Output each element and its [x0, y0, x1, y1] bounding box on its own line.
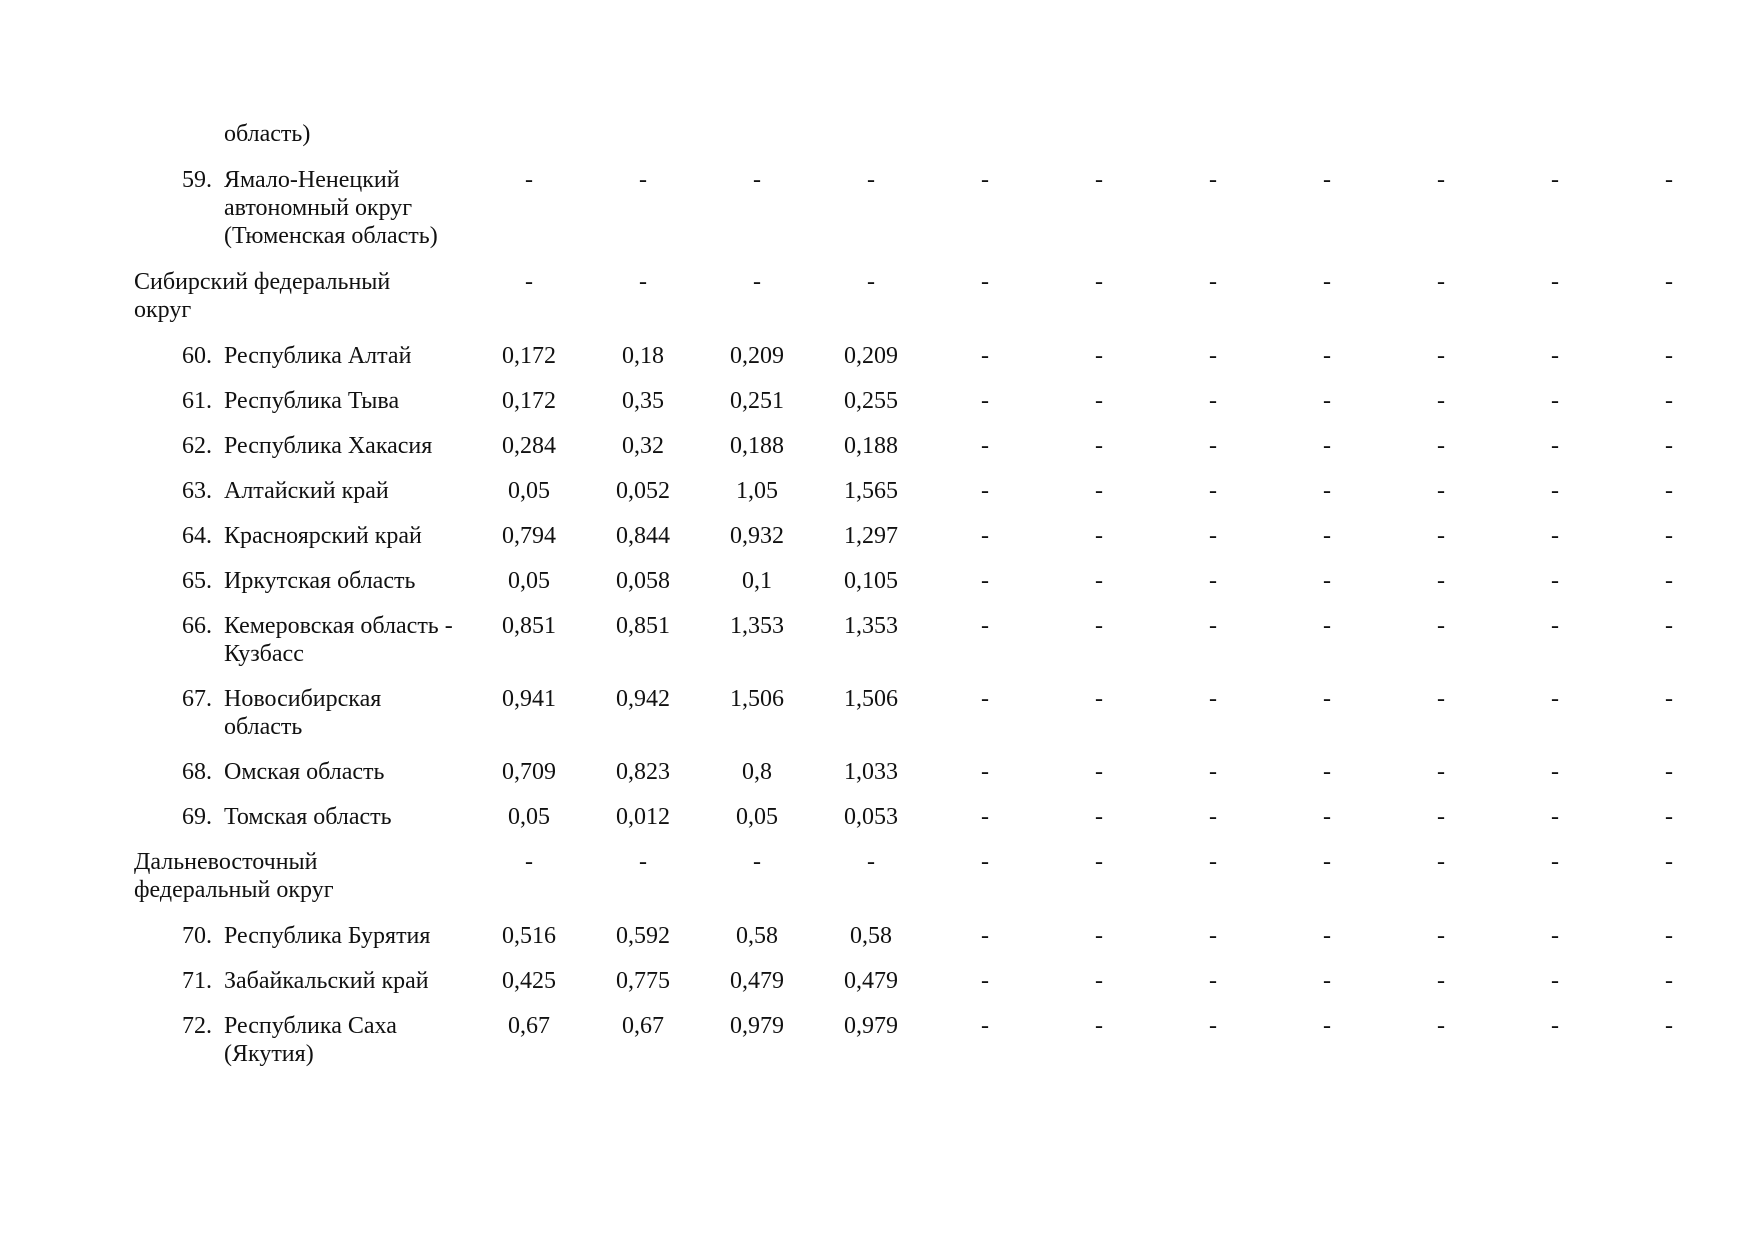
value-cell: - [1665, 433, 1673, 459]
value-cell: - [1323, 269, 1331, 295]
value-cell: - [981, 804, 989, 830]
value-cell: - [1551, 269, 1559, 295]
value-cell: 0,58 [850, 923, 892, 949]
value-cell: - [867, 849, 875, 875]
value-cell: - [1665, 849, 1673, 875]
value-cell: - [1095, 478, 1103, 504]
row-number: 63. [182, 478, 212, 504]
table-row [140, 460, 1726, 505]
value-cell: - [1095, 568, 1103, 594]
table-row [140, 505, 1726, 550]
row-number: 61. [182, 388, 212, 414]
table-row [140, 668, 1726, 741]
value-cell: - [1551, 167, 1559, 193]
district-row [140, 250, 1726, 324]
row-number: 67. [182, 686, 212, 712]
value-cell: - [1665, 269, 1673, 295]
region-name-line: Республика Алтай [224, 343, 412, 369]
value-cell: 0,8 [742, 759, 772, 785]
value-cell: - [1551, 388, 1559, 414]
value-cell: - [1323, 568, 1331, 594]
continuation-row [140, 120, 1726, 148]
value-cell: - [1437, 523, 1445, 549]
value-cell: - [1095, 343, 1103, 369]
region-name-line: (Якутия) [224, 1041, 314, 1067]
value-cell: - [1437, 343, 1445, 369]
value-cell: - [1437, 167, 1445, 193]
value-cell: 0,425 [502, 968, 556, 994]
region-name [222, 370, 472, 415]
value-cell: 1,506 [730, 686, 784, 712]
table-row [140, 370, 1726, 415]
value-cell: 1,05 [736, 478, 778, 504]
row-number: 60. [182, 343, 212, 369]
table-row [140, 741, 1726, 786]
region-name [222, 786, 472, 831]
value-cell: - [1095, 759, 1103, 785]
region-name-line: область [224, 714, 303, 740]
district-name [134, 250, 466, 324]
value-cell: - [1209, 343, 1217, 369]
value-cell: - [1323, 804, 1331, 830]
value-cell: - [1665, 388, 1673, 414]
value-cell: - [525, 849, 533, 875]
value-cell: - [1437, 478, 1445, 504]
value-cell: 0,479 [730, 968, 784, 994]
table-row [140, 904, 1726, 950]
value-cell: - [1551, 568, 1559, 594]
value-cell: - [1665, 523, 1673, 549]
value-cell: 0,35 [622, 388, 664, 414]
region-name [222, 904, 472, 950]
region-name [222, 324, 472, 370]
region-name-line: Забайкальский край [224, 968, 429, 994]
value-cell: 0,67 [622, 1013, 664, 1039]
region-name: область) [224, 121, 311, 147]
value-cell: - [1095, 167, 1103, 193]
district-name-line: Сибирский федеральный [134, 269, 391, 295]
value-cell: 1,353 [844, 613, 898, 639]
value-cell: - [1095, 388, 1103, 414]
region-name-line: Республика Саха [224, 1013, 397, 1039]
value-cell: - [1665, 759, 1673, 785]
value-cell: - [981, 388, 989, 414]
value-cell: - [981, 568, 989, 594]
value-cell: - [1665, 613, 1673, 639]
value-cell: - [1323, 613, 1331, 639]
value-cell: - [639, 167, 647, 193]
district-name [134, 831, 466, 904]
value-cell: - [1095, 968, 1103, 994]
value-cell: - [1551, 923, 1559, 949]
value-cell: - [1095, 849, 1103, 875]
value-cell: 1,506 [844, 686, 898, 712]
region-name [222, 950, 472, 995]
value-cell: - [1665, 167, 1673, 193]
value-cell: 0,67 [508, 1013, 550, 1039]
row-number: 66. [182, 613, 212, 639]
row-number: 64. [182, 523, 212, 549]
value-cell: - [1209, 968, 1217, 994]
value-cell: - [753, 269, 761, 295]
value-cell: - [1323, 1013, 1331, 1039]
value-cell: - [1323, 523, 1331, 549]
value-cell: - [1323, 343, 1331, 369]
region-name [222, 668, 472, 741]
value-cell: 0,05 [508, 568, 550, 594]
value-cell: 0,851 [616, 613, 670, 639]
row-number: 70. [182, 923, 212, 949]
value-cell: 0,058 [616, 568, 670, 594]
value-cell: 1,033 [844, 759, 898, 785]
value-cell: - [1095, 613, 1103, 639]
value-cell: - [1323, 433, 1331, 459]
value-cell: 0,18 [622, 343, 664, 369]
value-cell: - [1437, 433, 1445, 459]
table-row [140, 324, 1726, 370]
region-name-line: Кузбасс [224, 641, 304, 667]
table-row [140, 595, 1726, 668]
value-cell: - [753, 849, 761, 875]
value-cell: - [1209, 167, 1217, 193]
row-number: 62. [182, 433, 212, 459]
region-name-line: Омская область [224, 759, 385, 785]
value-cell: - [1209, 388, 1217, 414]
value-cell: 0,794 [502, 523, 556, 549]
value-cell: 0,844 [616, 523, 670, 549]
table-row [140, 995, 1726, 1068]
value-cell: - [1665, 478, 1673, 504]
row-number: 72. [182, 1013, 212, 1039]
value-cell: 0,851 [502, 613, 556, 639]
value-cell: - [1551, 759, 1559, 785]
value-cell: 0,188 [844, 433, 898, 459]
value-cell: - [1551, 804, 1559, 830]
value-cell: - [1665, 343, 1673, 369]
value-cell: - [981, 167, 989, 193]
table-row [140, 148, 1726, 250]
region-name-line: Республика Тыва [224, 388, 400, 414]
value-cell: 0,172 [502, 343, 556, 369]
value-cell: - [1665, 1013, 1673, 1039]
value-cell: - [1209, 804, 1217, 830]
value-cell: - [981, 478, 989, 504]
value-cell: - [1665, 968, 1673, 994]
value-cell: - [867, 167, 875, 193]
value-cell: 0,1 [742, 568, 772, 594]
value-cell: 0,823 [616, 759, 670, 785]
value-cell: - [1551, 686, 1559, 712]
value-cell: - [981, 923, 989, 949]
value-cell: - [1209, 1013, 1217, 1039]
value-cell: 0,209 [730, 343, 784, 369]
value-cell: 0,209 [844, 343, 898, 369]
row-number: 59. [182, 167, 212, 193]
value-cell: 1,565 [844, 478, 898, 504]
value-cell: - [1551, 343, 1559, 369]
value-cell: - [1323, 686, 1331, 712]
value-cell: - [1323, 968, 1331, 994]
value-cell: 0,05 [736, 804, 778, 830]
row-number [140, 120, 222, 148]
region-name [222, 550, 472, 595]
value-cell: - [1209, 759, 1217, 785]
value-cell: - [1323, 849, 1331, 875]
region-name [222, 741, 472, 786]
value-cell: - [1323, 759, 1331, 785]
value-cell: 1,353 [730, 613, 784, 639]
region-name [222, 415, 472, 460]
value-cell: - [1095, 804, 1103, 830]
value-cell: - [981, 269, 989, 295]
value-cell: - [1209, 613, 1217, 639]
value-cell: - [1437, 923, 1445, 949]
value-cell: - [1551, 968, 1559, 994]
value-cell: - [1437, 686, 1445, 712]
region-name [222, 148, 472, 250]
value-cell: - [981, 343, 989, 369]
region-name-line: Республика Бурятия [224, 923, 431, 949]
value-cell: - [1209, 568, 1217, 594]
value-cell: - [639, 849, 647, 875]
value-cell: - [1095, 923, 1103, 949]
value-cell: 0,592 [616, 923, 670, 949]
value-cell: 0,052 [616, 478, 670, 504]
value-cell: - [981, 613, 989, 639]
value-cell: 0,188 [730, 433, 784, 459]
value-cell: - [1437, 1013, 1445, 1039]
value-cell: 0,709 [502, 759, 556, 785]
value-cell: - [1209, 478, 1217, 504]
value-cell: - [525, 167, 533, 193]
value-cell: - [1551, 478, 1559, 504]
value-cell: 0,942 [616, 686, 670, 712]
value-cell: - [1095, 269, 1103, 295]
region-name-line: Республика Хакасия [224, 433, 433, 459]
value-cell: - [1095, 523, 1103, 549]
value-cell: - [1209, 923, 1217, 949]
value-cell: - [1209, 523, 1217, 549]
value-cell: - [1437, 759, 1445, 785]
value-cell: - [1437, 849, 1445, 875]
region-name-line: (Тюменская область) [224, 223, 438, 249]
value-cell: - [981, 433, 989, 459]
region-name-line: Иркутская область [224, 568, 416, 594]
region-name [222, 995, 472, 1068]
value-cell: - [753, 167, 761, 193]
district-row [140, 831, 1726, 904]
value-cell: - [1437, 269, 1445, 295]
region-name-line: Красноярский край [224, 523, 422, 549]
value-cell: 0,775 [616, 968, 670, 994]
row-number: 65. [182, 568, 212, 594]
value-cell: - [1323, 478, 1331, 504]
value-cell: 0,012 [616, 804, 670, 830]
value-cell: 0,105 [844, 568, 898, 594]
region-name-line: автономный округ [224, 195, 413, 221]
value-cell: - [1665, 686, 1673, 712]
value-cell: - [981, 686, 989, 712]
row-number: 68. [182, 759, 212, 785]
row-number: 69. [182, 804, 212, 830]
value-cell: - [867, 269, 875, 295]
value-cell: - [525, 269, 533, 295]
value-cell: - [1323, 167, 1331, 193]
region-name-line: Ямало-Ненецкий [224, 167, 400, 193]
region-name-line: Кемеровская область - [224, 613, 453, 639]
value-cell: - [1209, 269, 1217, 295]
value-cell: - [981, 759, 989, 785]
region-name-line: Алтайский край [224, 478, 389, 504]
value-cell: - [981, 849, 989, 875]
value-cell: - [981, 523, 989, 549]
value-cell: - [1437, 568, 1445, 594]
value-cell: 0,932 [730, 523, 784, 549]
region-name-line: Новосибирская [224, 686, 382, 712]
value-cell: 0,284 [502, 433, 556, 459]
region-name [222, 505, 472, 550]
value-cell: - [1095, 686, 1103, 712]
value-cell: 0,05 [508, 478, 550, 504]
value-cell: - [1551, 1013, 1559, 1039]
value-cell: - [1551, 849, 1559, 875]
region-data-table [134, 120, 1726, 1068]
value-cell: - [1437, 804, 1445, 830]
value-cell: 0,479 [844, 968, 898, 994]
table-row [140, 550, 1726, 595]
value-cell: - [1323, 923, 1331, 949]
value-cell: 0,58 [736, 923, 778, 949]
value-cell: - [1665, 923, 1673, 949]
region-name-line: Томская область [224, 804, 392, 830]
value-cell: - [1209, 849, 1217, 875]
value-cell: - [981, 968, 989, 994]
value-cell: - [1437, 613, 1445, 639]
value-cell: - [1437, 388, 1445, 414]
value-cell: 0,516 [502, 923, 556, 949]
value-cell: - [1095, 1013, 1103, 1039]
value-cell: 0,251 [730, 388, 784, 414]
value-cell: - [1209, 686, 1217, 712]
value-cell: 0,053 [844, 804, 898, 830]
value-cell: - [1437, 968, 1445, 994]
value-cell: - [1095, 433, 1103, 459]
region-name [222, 460, 472, 505]
value-cell: - [1323, 388, 1331, 414]
value-cell: - [639, 269, 647, 295]
value-cell: 0,941 [502, 686, 556, 712]
value-cell: 0,979 [844, 1013, 898, 1039]
district-name-line: федеральный округ [134, 877, 334, 903]
value-cell: - [1551, 523, 1559, 549]
table-row [140, 950, 1726, 995]
value-cell: 0,172 [502, 388, 556, 414]
value-cell: 0,05 [508, 804, 550, 830]
value-cell: - [1665, 804, 1673, 830]
table-body [134, 120, 1726, 1068]
table-row [140, 786, 1726, 831]
table-row [140, 415, 1726, 460]
district-name-line: округ [134, 297, 192, 323]
region-name [222, 595, 472, 668]
value-cell: - [1551, 433, 1559, 459]
value-cell: 0,979 [730, 1013, 784, 1039]
row-number: 71. [182, 968, 212, 994]
value-cell: 1,297 [844, 523, 898, 549]
value-cell: - [1551, 613, 1559, 639]
district-name-line: Дальневосточный [134, 849, 318, 875]
value-cell: 0,255 [844, 388, 898, 414]
value-cell: 0,32 [622, 433, 664, 459]
value-cell: - [981, 1013, 989, 1039]
value-cell: - [1209, 433, 1217, 459]
value-cell: - [1665, 568, 1673, 594]
